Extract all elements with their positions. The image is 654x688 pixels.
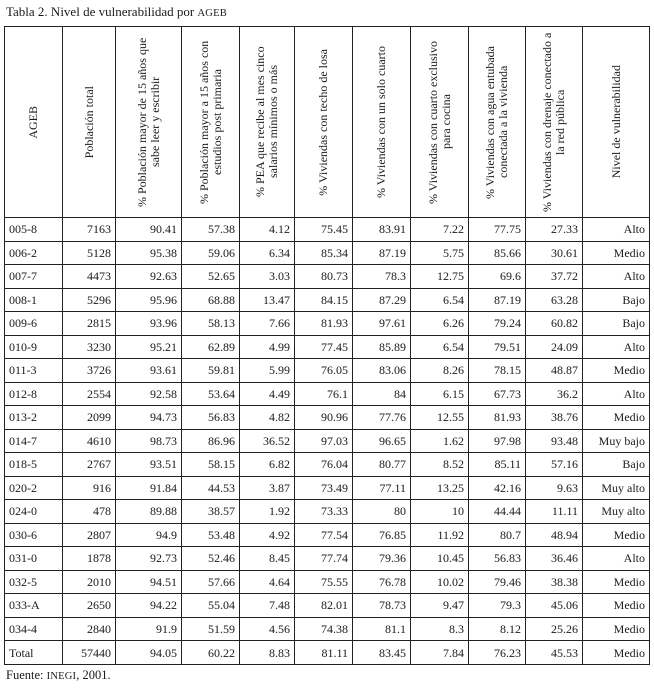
cell-agua-entubada: 79.3: [469, 594, 526, 618]
cell-poblacion-total: 5128: [63, 241, 116, 265]
cell-post-primaria: 58.13: [182, 312, 240, 336]
cell-cocina: 8.26: [411, 359, 469, 383]
cell-techo-losa: 75.45: [295, 218, 353, 242]
cell-ageb: 030-6: [5, 523, 63, 547]
cell-pea-salarios: 4.99: [240, 335, 295, 359]
cell-post-primaria: 68.88: [182, 288, 240, 312]
cell-poblacion-total: 7163: [63, 218, 116, 242]
source-prefix: Fuente:: [6, 668, 44, 682]
cell-poblacion-total: 1878: [63, 547, 116, 571]
cell-post-primaria: 58.15: [182, 453, 240, 477]
cell-post-primaria: 60.22: [182, 641, 240, 665]
cell-drenaje: 37.72: [526, 265, 583, 289]
cell-solo-cuarto: 76.85: [353, 523, 411, 547]
caption-text: Tabla 2. Nivel de vulnerabilidad por: [6, 4, 195, 19]
cell-poblacion-total: 2010: [63, 570, 116, 594]
col-header-ageb: AGEB: [5, 27, 63, 218]
cell-ageb: 011-3: [5, 359, 63, 383]
cell-nivel: Medio: [583, 241, 650, 265]
cell-nivel: Muy bajo: [583, 429, 650, 453]
cell-lee-escribe: 90.41: [116, 218, 182, 242]
cell-nivel: Medio: [583, 406, 650, 430]
cell-pea-salarios: 4.92: [240, 523, 295, 547]
cell-nivel: Muy alto: [583, 476, 650, 500]
cell-solo-cuarto: 83.91: [353, 218, 411, 242]
col-header-lee-escribe: % Población mayor de 15 años que sabe leer y escribir: [116, 27, 182, 218]
cell-poblacion-total: 2554: [63, 382, 116, 406]
cell-pea-salarios: 4.64: [240, 570, 295, 594]
cell-nivel: Alto: [583, 547, 650, 571]
caption-ageb: AGEB: [197, 8, 227, 19]
cell-techo-losa: 75.55: [295, 570, 353, 594]
cell-poblacion-total: 4473: [63, 265, 116, 289]
cell-poblacion-total: 3726: [63, 359, 116, 383]
cell-cocina: 12.55: [411, 406, 469, 430]
cell-agua-entubada: 67.73: [469, 382, 526, 406]
cell-nivel: Bajo: [583, 312, 650, 336]
col-header-techo-losa: % Viviendas con techo de losa: [295, 27, 353, 218]
cell-solo-cuarto: 78.3: [353, 265, 411, 289]
cell-agua-entubada: 78.15: [469, 359, 526, 383]
cell-nivel: Bajo: [583, 288, 650, 312]
cell-drenaje: 24.09: [526, 335, 583, 359]
cell-techo-losa: 77.74: [295, 547, 353, 571]
cell-solo-cuarto: 77.76: [353, 406, 411, 430]
cell-agua-entubada: 44.44: [469, 500, 526, 524]
cell-cocina: 8.52: [411, 453, 469, 477]
cell-pea-salarios: 4.12: [240, 218, 295, 242]
cell-ageb: 032-5: [5, 570, 63, 594]
cell-agua-entubada: 79.51: [469, 335, 526, 359]
cell-lee-escribe: 93.51: [116, 453, 182, 477]
cell-agua-entubada: 87.19: [469, 288, 526, 312]
cell-ageb: 007-7: [5, 265, 63, 289]
cell-pea-salarios: 5.99: [240, 359, 295, 383]
cell-nivel: Alto: [583, 382, 650, 406]
table-row: [5, 241, 650, 265]
cell-poblacion-total: 5296: [63, 288, 116, 312]
cell-poblacion-total: 2650: [63, 594, 116, 618]
cell-pea-salarios: 36.52: [240, 429, 295, 453]
cell-drenaje: 60.82: [526, 312, 583, 336]
cell-solo-cuarto: 77.11: [353, 476, 411, 500]
cell-cocina: 1.62: [411, 429, 469, 453]
cell-techo-losa: 84.15: [295, 288, 353, 312]
cell-agua-entubada: 79.46: [469, 570, 526, 594]
cell-lee-escribe: 93.61: [116, 359, 182, 383]
cell-drenaje: 38.76: [526, 406, 583, 430]
table-body: [5, 218, 650, 665]
cell-solo-cuarto: 80.77: [353, 453, 411, 477]
table-row: [5, 617, 650, 641]
cell-techo-losa: 90.96: [295, 406, 353, 430]
cell-nivel: Muy alto: [583, 500, 650, 524]
cell-agua-entubada: 81.93: [469, 406, 526, 430]
cell-solo-cuarto: 79.36: [353, 547, 411, 571]
cell-techo-losa: 76.04: [295, 453, 353, 477]
cell-nivel: Medio: [583, 570, 650, 594]
cell-solo-cuarto: 78.73: [353, 594, 411, 618]
cell-drenaje: 27.33: [526, 218, 583, 242]
cell-post-primaria: 53.64: [182, 382, 240, 406]
cell-lee-escribe: 92.73: [116, 547, 182, 571]
cell-ageb: 008-1: [5, 288, 63, 312]
cell-lee-escribe: 95.96: [116, 288, 182, 312]
cell-agua-entubada: 85.11: [469, 453, 526, 477]
cell-poblacion-total: 57440: [63, 641, 116, 665]
cell-agua-entubada: 77.75: [469, 218, 526, 242]
cell-agua-entubada: 79.24: [469, 312, 526, 336]
cell-post-primaria: 56.83: [182, 406, 240, 430]
cell-cocina: 5.75: [411, 241, 469, 265]
cell-agua-entubada: 76.23: [469, 641, 526, 665]
cell-ageb: 033-A: [5, 594, 63, 618]
cell-solo-cuarto: 81.1: [353, 617, 411, 641]
cell-cocina: 10.02: [411, 570, 469, 594]
cell-post-primaria: 59.81: [182, 359, 240, 383]
cell-cocina: 6.15: [411, 382, 469, 406]
cell-lee-escribe: 95.21: [116, 335, 182, 359]
cell-post-primaria: 38.57: [182, 500, 240, 524]
cell-lee-escribe: 94.9: [116, 523, 182, 547]
col-header-pea-salarios: % PEA que recibe al mes cinco salarios mínimos o más: [240, 27, 295, 218]
cell-drenaje: 30.61: [526, 241, 583, 265]
cell-ageb: 018-5: [5, 453, 63, 477]
cell-cocina: 6.54: [411, 288, 469, 312]
cell-techo-losa: 85.34: [295, 241, 353, 265]
source-note: [6, 668, 111, 684]
cell-ageb: 006-2: [5, 241, 63, 265]
cell-solo-cuarto: 83.45: [353, 641, 411, 665]
cell-cocina: 12.75: [411, 265, 469, 289]
cell-cocina: 8.3: [411, 617, 469, 641]
cell-pea-salarios: 13.47: [240, 288, 295, 312]
cell-cocina: 10.45: [411, 547, 469, 571]
table-row: [5, 218, 650, 242]
cell-drenaje: 57.16: [526, 453, 583, 477]
cell-techo-losa: 73.33: [295, 500, 353, 524]
cell-lee-escribe: 98.73: [116, 429, 182, 453]
cell-solo-cuarto: 84: [353, 382, 411, 406]
cell-pea-salarios: 4.49: [240, 382, 295, 406]
cell-solo-cuarto: 80: [353, 500, 411, 524]
cell-poblacion-total: 478: [63, 500, 116, 524]
table-row: [5, 288, 650, 312]
cell-techo-losa: 76.1: [295, 382, 353, 406]
cell-pea-salarios: 4.82: [240, 406, 295, 430]
cell-pea-salarios: 8.45: [240, 547, 295, 571]
total-row: [5, 641, 650, 665]
cell-lee-escribe: 94.05: [116, 641, 182, 665]
cell-agua-entubada: 69.6: [469, 265, 526, 289]
cell-nivel: Bajo: [583, 453, 650, 477]
cell-pea-salarios: 6.34: [240, 241, 295, 265]
cell-solo-cuarto: 97.61: [353, 312, 411, 336]
cell-techo-losa: 77.54: [295, 523, 353, 547]
cell-poblacion-total: 2815: [63, 312, 116, 336]
cell-agua-entubada: 56.83: [469, 547, 526, 571]
cell-post-primaria: 57.66: [182, 570, 240, 594]
cell-nivel: Medio: [583, 523, 650, 547]
table-row: [5, 570, 650, 594]
cell-solo-cuarto: 87.19: [353, 241, 411, 265]
cell-drenaje: 36.2: [526, 382, 583, 406]
cell-ageb: 034-4: [5, 617, 63, 641]
cell-agua-entubada: 85.66: [469, 241, 526, 265]
cell-poblacion-total: 2767: [63, 453, 116, 477]
cell-solo-cuarto: 76.78: [353, 570, 411, 594]
cell-poblacion-total: 2807: [63, 523, 116, 547]
table-row: [5, 406, 650, 430]
cell-nivel: Alto: [583, 265, 650, 289]
col-header-cocina: % Viviendas con cuarto exclusivo para cocina: [411, 27, 469, 218]
cell-techo-losa: 76.05: [295, 359, 353, 383]
cell-cocina: 7.84: [411, 641, 469, 665]
cell-lee-escribe: 92.63: [116, 265, 182, 289]
cell-nivel: Medio: [583, 641, 650, 665]
cell-drenaje: 93.48: [526, 429, 583, 453]
cell-nivel: Alto: [583, 335, 650, 359]
table-row: [5, 523, 650, 547]
cell-ageb: Total: [5, 641, 63, 665]
cell-solo-cuarto: 85.89: [353, 335, 411, 359]
table-row: [5, 500, 650, 524]
cell-post-primaria: 52.65: [182, 265, 240, 289]
vulnerability-table: [4, 26, 650, 665]
cell-pea-salarios: 7.66: [240, 312, 295, 336]
cell-techo-losa: 81.93: [295, 312, 353, 336]
cell-cocina: 6.26: [411, 312, 469, 336]
cell-drenaje: 48.87: [526, 359, 583, 383]
cell-post-primaria: 57.38: [182, 218, 240, 242]
table-row: [5, 382, 650, 406]
cell-solo-cuarto: 96.65: [353, 429, 411, 453]
cell-post-primaria: 53.48: [182, 523, 240, 547]
cell-cocina: 7.22: [411, 218, 469, 242]
cell-pea-salarios: 7.48: [240, 594, 295, 618]
cell-poblacion-total: 3230: [63, 335, 116, 359]
table-row: [5, 312, 650, 336]
cell-drenaje: 45.53: [526, 641, 583, 665]
cell-nivel: Medio: [583, 359, 650, 383]
cell-techo-losa: 97.03: [295, 429, 353, 453]
cell-techo-losa: 77.45: [295, 335, 353, 359]
cell-drenaje: 48.94: [526, 523, 583, 547]
cell-pea-salarios: 3.03: [240, 265, 295, 289]
cell-poblacion-total: 2099: [63, 406, 116, 430]
cell-ageb: 010-9: [5, 335, 63, 359]
cell-lee-escribe: 92.58: [116, 382, 182, 406]
cell-cocina: 9.47: [411, 594, 469, 618]
cell-post-primaria: 52.46: [182, 547, 240, 571]
cell-agua-entubada: 8.12: [469, 617, 526, 641]
cell-solo-cuarto: 87.29: [353, 288, 411, 312]
col-header-solo-cuarto: % Viviendas con un solo cuarto: [353, 27, 411, 218]
cell-lee-escribe: 94.51: [116, 570, 182, 594]
cell-ageb: 024-0: [5, 500, 63, 524]
cell-pea-salarios: 4.56: [240, 617, 295, 641]
cell-lee-escribe: 91.9: [116, 617, 182, 641]
cell-poblacion-total: 916: [63, 476, 116, 500]
cell-pea-salarios: 8.83: [240, 641, 295, 665]
table-row: [5, 359, 650, 383]
cell-drenaje: 9.63: [526, 476, 583, 500]
cell-lee-escribe: 91.84: [116, 476, 182, 500]
cell-solo-cuarto: 83.06: [353, 359, 411, 383]
cell-ageb: 020-2: [5, 476, 63, 500]
cell-techo-losa: 73.49: [295, 476, 353, 500]
table-caption: [6, 4, 227, 22]
cell-drenaje: 38.38: [526, 570, 583, 594]
cell-nivel: Medio: [583, 617, 650, 641]
header-row: [5, 27, 650, 218]
cell-techo-losa: 82.01: [295, 594, 353, 618]
cell-ageb: 013-2: [5, 406, 63, 430]
cell-agua-entubada: 80.7: [469, 523, 526, 547]
cell-techo-losa: 80.73: [295, 265, 353, 289]
cell-lee-escribe: 94.22: [116, 594, 182, 618]
cell-cocina: 10: [411, 500, 469, 524]
table-row: [5, 429, 650, 453]
cell-pea-salarios: 3.87: [240, 476, 295, 500]
col-header-nivel: Nivel de vulnerabilidad: [583, 27, 650, 218]
cell-ageb: 009-6: [5, 312, 63, 336]
source-year: , 2001.: [76, 668, 111, 682]
table-row: [5, 547, 650, 571]
cell-ageb: 014-7: [5, 429, 63, 453]
cell-nivel: Medio: [583, 594, 650, 618]
col-header-poblacion-total: Población total: [63, 27, 116, 218]
cell-nivel: Alto: [583, 218, 650, 242]
cell-ageb: 012-8: [5, 382, 63, 406]
table-row: [5, 453, 650, 477]
cell-pea-salarios: 6.82: [240, 453, 295, 477]
source-inegi: INEGI: [46, 671, 77, 682]
cell-post-primaria: 62.89: [182, 335, 240, 359]
cell-lee-escribe: 94.73: [116, 406, 182, 430]
cell-post-primaria: 59.06: [182, 241, 240, 265]
table-row: [5, 265, 650, 289]
col-header-agua-entubada: % Viviendas con agua entubada conectada a la vivienda: [469, 27, 526, 218]
cell-lee-escribe: 93.96: [116, 312, 182, 336]
cell-ageb: 031-0: [5, 547, 63, 571]
col-header-drenaje: % Viviendas con drenaje conectado a la red pública: [526, 27, 583, 218]
cell-poblacion-total: 4610: [63, 429, 116, 453]
cell-lee-escribe: 89.88: [116, 500, 182, 524]
cell-drenaje: 36.46: [526, 547, 583, 571]
cell-drenaje: 63.28: [526, 288, 583, 312]
cell-ageb: 005-8: [5, 218, 63, 242]
cell-drenaje: 45.06: [526, 594, 583, 618]
cell-cocina: 13.25: [411, 476, 469, 500]
cell-agua-entubada: 42.16: [469, 476, 526, 500]
cell-agua-entubada: 97.98: [469, 429, 526, 453]
cell-techo-losa: 74.38: [295, 617, 353, 641]
cell-pea-salarios: 1.92: [240, 500, 295, 524]
cell-post-primaria: 44.53: [182, 476, 240, 500]
cell-lee-escribe: 95.38: [116, 241, 182, 265]
cell-post-primaria: 55.04: [182, 594, 240, 618]
cell-cocina: 11.92: [411, 523, 469, 547]
cell-post-primaria: 86.96: [182, 429, 240, 453]
table-row: [5, 335, 650, 359]
table-row: [5, 476, 650, 500]
cell-cocina: 6.54: [411, 335, 469, 359]
cell-poblacion-total: 2840: [63, 617, 116, 641]
cell-drenaje: 11.11: [526, 500, 583, 524]
cell-post-primaria: 51.59: [182, 617, 240, 641]
cell-techo-losa: 81.11: [295, 641, 353, 665]
col-header-post-primaria: % Población mayor a 15 años con estudios post primaria: [182, 27, 240, 218]
cell-drenaje: 25.26: [526, 617, 583, 641]
table-row: [5, 594, 650, 618]
